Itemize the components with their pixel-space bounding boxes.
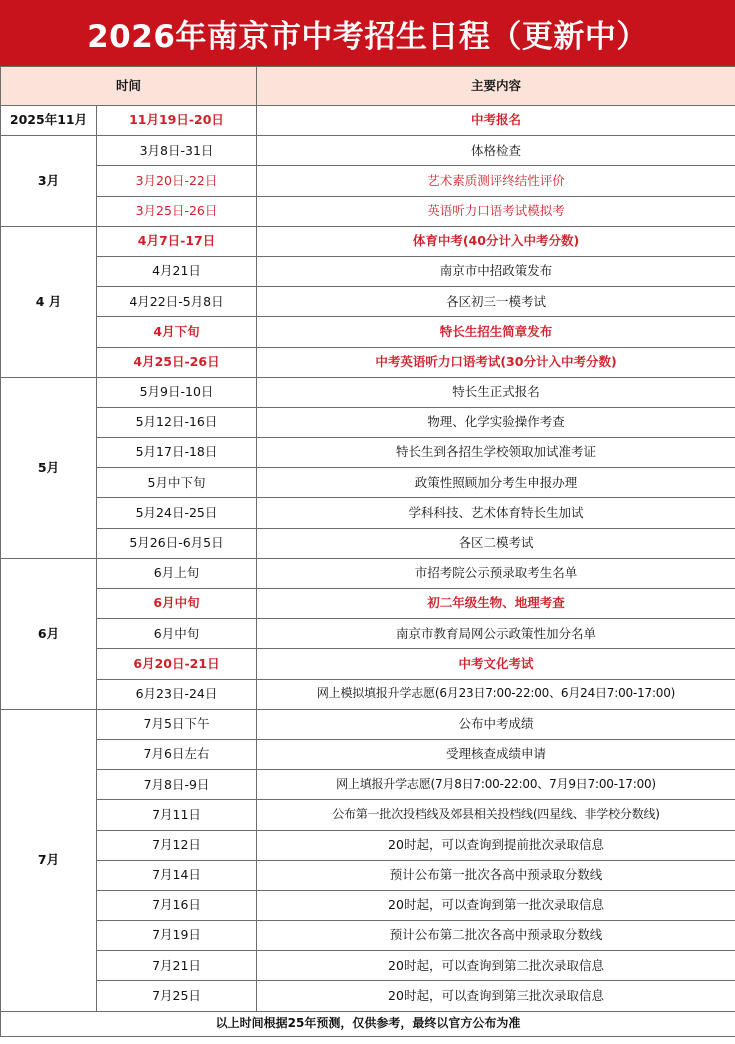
date-cell: 7月21日 (97, 951, 257, 981)
date-cell: 7月19日 (97, 921, 257, 951)
content-cell: 网上填报升学志愿(7月8日7:00-22:00、7月9日7:00-17:00) (257, 770, 735, 800)
table-row (1, 921, 735, 951)
content-cell: 各区初三一模考试 (257, 287, 735, 317)
content-cell: 中考报名 (257, 106, 735, 136)
content-cell: 体格检查 (257, 136, 735, 166)
date-cell: 4月下旬 (97, 317, 257, 347)
date-cell: 3月25日-26日 (97, 196, 257, 226)
date-cell: 7月12日 (97, 830, 257, 860)
date-cell: 4月7日-17日 (97, 226, 257, 256)
content-cell: 预计公布第二批次各高中预录取分数线 (257, 921, 735, 951)
schedule-table (0, 66, 735, 1037)
date-cell: 6月中旬 (97, 619, 257, 649)
footer-note: 以上时间根据25年预测，仅供参考，最终以官方公布为准 (1, 1011, 735, 1036)
table-row (1, 136, 735, 166)
table-row (1, 226, 735, 256)
table-row (1, 317, 735, 347)
date-cell: 7月8日-9日 (97, 770, 257, 800)
table-row (1, 468, 735, 498)
month-cell: 6月 (1, 558, 97, 709)
date-cell: 5月9日-10日 (97, 377, 257, 407)
table-row (1, 377, 735, 407)
table-header-row (1, 67, 735, 106)
content-cell: 中考英语听力口语考试(30分计入中考分数) (257, 347, 735, 377)
date-cell: 5月17日-18日 (97, 438, 257, 468)
content-cell: 学科科技、艺术体育特长生加试 (257, 498, 735, 528)
content-cell: 特长生正式报名 (257, 377, 735, 407)
table-row (1, 558, 735, 588)
table-row (1, 619, 735, 649)
table-row (1, 407, 735, 437)
table-row (1, 981, 735, 1011)
content-cell: 20时起，可以查询到提前批次录取信息 (257, 830, 735, 860)
content-cell: 特长生招生简章发布 (257, 317, 735, 347)
table-row (1, 589, 735, 619)
date-cell: 5月26日-6月5日 (97, 528, 257, 558)
table-row (1, 709, 735, 739)
table-row (1, 196, 735, 226)
table-row (1, 498, 735, 528)
date-cell: 6月上旬 (97, 558, 257, 588)
content-cell: 公布第一批次投档线及郊县相关投档线(四星线、非学校分数线) (257, 800, 735, 830)
date-cell: 6月中旬 (97, 589, 257, 619)
date-cell: 7月25日 (97, 981, 257, 1011)
content-cell: 南京市中招政策发布 (257, 256, 735, 286)
content-cell: 英语听力口语考试模拟考 (257, 196, 735, 226)
month-cell: 7月 (1, 709, 97, 1011)
header-time: 时间 (1, 67, 257, 106)
month-cell: 3月 (1, 136, 97, 227)
date-cell: 4月25日-26日 (97, 347, 257, 377)
page-title: 2026年南京市中考招生日程（更新中） (0, 0, 735, 66)
month-cell: 5月 (1, 377, 97, 558)
content-cell: 中考文化考试 (257, 649, 735, 679)
date-cell: 11月19日-20日 (97, 106, 257, 136)
content-cell: 各区二模考试 (257, 528, 735, 558)
date-cell: 3月20日-22日 (97, 166, 257, 196)
content-cell: 物理、化学实验操作考查 (257, 407, 735, 437)
table-row (1, 830, 735, 860)
table-row (1, 739, 735, 769)
content-cell: 20时起，可以查询到第二批次录取信息 (257, 951, 735, 981)
content-cell: 特长生到各招生学校领取加试准考证 (257, 438, 735, 468)
content-cell: 20时起，可以查询到第一批次录取信息 (257, 890, 735, 920)
date-cell: 7月14日 (97, 860, 257, 890)
table-row (1, 438, 735, 468)
table-row (1, 256, 735, 286)
content-cell: 预计公布第一批次各高中预录取分数线 (257, 860, 735, 890)
month-cell: 2025年11月 (1, 106, 97, 136)
table-row (1, 528, 735, 558)
date-cell: 6月23日-24日 (97, 679, 257, 709)
table-row (1, 106, 735, 136)
table-row (1, 166, 735, 196)
table-row (1, 679, 735, 709)
date-cell: 5月12日-16日 (97, 407, 257, 437)
date-cell: 4月22日-5月8日 (97, 287, 257, 317)
table-row (1, 347, 735, 377)
table-row (1, 770, 735, 800)
date-cell: 5月24日-25日 (97, 498, 257, 528)
content-cell: 受理核查成绩申请 (257, 739, 735, 769)
footer-row (1, 1011, 735, 1036)
table-row (1, 860, 735, 890)
content-cell: 初二年级生物、地理考查 (257, 589, 735, 619)
content-cell: 20时起，可以查询到第三批次录取信息 (257, 981, 735, 1011)
date-cell: 3月8日-31日 (97, 136, 257, 166)
date-cell: 7月16日 (97, 890, 257, 920)
content-cell: 政策性照顾加分考生申报办理 (257, 468, 735, 498)
content-cell: 艺术素质测评终结性评价 (257, 166, 735, 196)
content-cell: 市招考院公示预录取考生名单 (257, 558, 735, 588)
date-cell: 7月11日 (97, 800, 257, 830)
table-row (1, 800, 735, 830)
schedule-rows (1, 106, 735, 1012)
date-cell: 5月中下旬 (97, 468, 257, 498)
content-cell: 体育中考(40分计入中考分数) (257, 226, 735, 256)
header-content: 主要内容 (257, 67, 735, 106)
date-cell: 4月21日 (97, 256, 257, 286)
table-row (1, 890, 735, 920)
date-cell: 7月6日左右 (97, 739, 257, 769)
content-cell: 公布中考成绩 (257, 709, 735, 739)
table-row (1, 287, 735, 317)
date-cell: 6月20日-21日 (97, 649, 257, 679)
month-cell: 4 月 (1, 226, 97, 377)
date-cell: 7月5日下午 (97, 709, 257, 739)
table-row (1, 649, 735, 679)
table-row (1, 951, 735, 981)
content-cell: 南京市教育局网公示政策性加分名单 (257, 619, 735, 649)
content-cell: 网上模拟填报升学志愿(6月23日7:00-22:00、6月24日7:00-17:00) (257, 679, 735, 709)
